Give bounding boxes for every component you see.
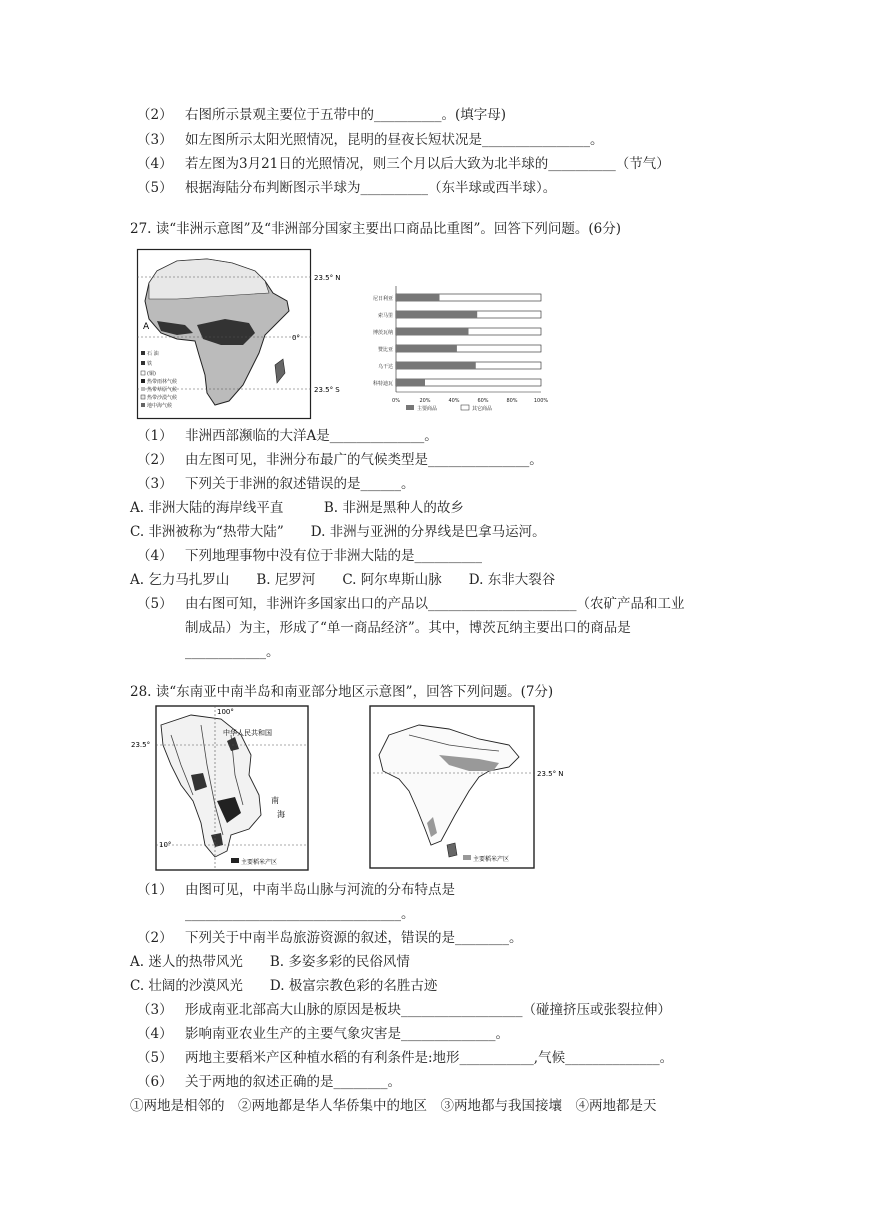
lat-bottom-label: 10° <box>159 841 172 849</box>
q28-item-5 <box>137 1049 673 1067</box>
q28-options-line: ①两地是相邻的 ②两地都是华人华侨集中的地区 ③两地都与我国接壤 ④两地都是天 <box>130 1098 657 1114</box>
south-asia-map <box>369 705 574 870</box>
legend-2: (铜) <box>147 371 156 377</box>
x-tick-label: 80% <box>506 398 518 404</box>
sea-label: 南 <box>271 796 279 805</box>
q28-item-1 <box>137 881 455 899</box>
item-text: 右图所示景观主要位于五带中的__________。(填字母) <box>185 107 507 123</box>
item-text: 若左图为3月21日的光照情况，则三个月以后大致为北半球的__________（节气） <box>185 156 670 172</box>
rice-legend: 主要稻米产区 <box>241 859 278 866</box>
q26-item-4 <box>137 155 670 173</box>
export-bar-chart <box>356 282 561 412</box>
x-tick-label: 0% <box>392 398 400 404</box>
lat-south-label: 23.5° S <box>314 386 340 394</box>
item-number: （2） <box>137 930 173 946</box>
sea-label-2: 海 <box>277 810 285 819</box>
item-text: 关于两地的叙述正确的是________。 <box>185 1074 401 1090</box>
legend-1: 铁 <box>147 361 153 367</box>
item-number: （1） <box>137 882 173 898</box>
item-text: 非洲西部濒临的大洋A是______________。 <box>185 428 438 444</box>
q28-item-4 <box>137 1025 509 1043</box>
item-text: 由左图可见，非洲分布最广的气候类型是_______________。 <box>185 452 543 468</box>
category-label: 乌干达 <box>377 364 393 370</box>
x-tick-label: 20% <box>419 398 431 404</box>
ocean-a-label: A <box>143 322 150 332</box>
lat-top-label: 23.5° <box>131 741 151 749</box>
x-tick-label: 100% <box>533 398 549 404</box>
item-number: （2） <box>137 452 173 468</box>
q27-item-3 <box>137 475 415 493</box>
category-label: 尼日利亚 <box>372 296 393 302</box>
q27-item-2 <box>137 451 543 469</box>
q28-item-1-blank: ________________________________。 <box>185 906 415 922</box>
item-number: （5） <box>137 596 173 612</box>
bar-main <box>396 311 477 318</box>
rice-legend: 主要稻米产区 <box>473 856 510 863</box>
legend-5: 热带雨林气候 <box>147 379 178 385</box>
item-number: （5） <box>137 180 173 196</box>
item-number: （6） <box>137 1074 173 1090</box>
q27-item-5 <box>137 595 685 613</box>
lat-label: 23.5° N <box>537 770 564 778</box>
lon-label: 100° <box>217 708 234 716</box>
item-text: 下列关于中南半岛旅游资源的叙述，错误的是________。 <box>185 930 523 946</box>
item-number: （3） <box>137 1002 173 1018</box>
item-text: 形成南亚北部高大山脉的原因是板块__________________（碰撞挤压或张裂拉伸） <box>185 1002 671 1018</box>
legend-8: 地中海气候 <box>147 403 173 409</box>
q27-choice-line-3: A. 乞力马扎罗山 B. 尼罗河 C. 阿尔卑斯山脉 D. 东非大裂谷 <box>130 572 556 588</box>
q27-choice-line-2: C. 非洲被称为“热带大陆” D. 非洲与亚洲的分界线是巴拿马运河。 <box>130 524 546 540</box>
lat-north-label: 23.5° N <box>314 274 341 282</box>
item-number: （4） <box>137 548 173 564</box>
item-number: （3） <box>137 476 173 492</box>
bar-main <box>396 294 440 301</box>
q28-choice-line-1: A. 迷人的热带风光 B. 多姿多彩的民俗风情 <box>130 954 410 970</box>
category-label: 博茨瓦纳 <box>372 330 393 336</box>
q28-choice-line-2: C. 壮阔的沙漠风光 D. 极富宗教色彩的名胜古迹 <box>130 978 438 994</box>
category-label: 科特迪瓦 <box>372 381 393 387</box>
q27-item-5-line-3: ____________。 <box>185 644 280 660</box>
category-label: 赞比亚 <box>377 347 393 353</box>
item-number: （4） <box>137 156 173 172</box>
q26-item-2 <box>137 106 506 124</box>
item-number: （2） <box>137 107 173 123</box>
item-number: （3） <box>137 132 173 148</box>
q28-item-2 <box>137 929 523 947</box>
bar-main <box>396 362 476 369</box>
q28-item-3 <box>137 1001 671 1019</box>
item-text: 如左图所示太阳光照情况，昆明的昼夜长短状况是________________。 <box>185 132 604 148</box>
bar-main <box>396 328 469 335</box>
q26-item-3 <box>137 131 604 149</box>
lat-equator-label: 0° <box>292 334 300 342</box>
indochina-map <box>131 705 311 875</box>
legend-7: 热带沙漠气候 <box>147 395 178 401</box>
q27-item-1 <box>137 427 438 445</box>
q27-item-5-line-2: 制成品）为主，形成了“单一商品经济”。其中，博茨瓦纳主要出口的商品是 <box>185 620 631 636</box>
q26-item-5 <box>137 179 556 197</box>
legend-0: 石 油 <box>147 351 159 357</box>
category-label: 索马里 <box>377 313 393 319</box>
legend-other-label: 其它商品 <box>472 406 493 412</box>
bar-main <box>396 345 457 352</box>
q27-title: 27. 读“非洲示意图”及“非洲部分国家主要出口商品比重图”。回答下列问题。(6分) <box>130 221 621 237</box>
item-text: 下列地理事物中没有位于非洲大陆的是__________ <box>185 548 482 564</box>
legend-swatch-main <box>406 405 414 410</box>
item-text: 两地主要稻米产区种植水稻的有利条件是:地形___________,气候______________。 <box>185 1050 674 1066</box>
item-text: 下列关于非洲的叙述错误的是______。 <box>185 476 415 492</box>
item-text: 由右图可知，非洲许多国家出口的产品以______________________（农矿产品和工业 <box>185 596 685 612</box>
q28-item-6 <box>137 1073 401 1091</box>
x-tick-label: 60% <box>477 398 489 404</box>
item-text: 影响南亚农业生产的主要气象灾害是______________。 <box>185 1026 509 1042</box>
item-number: （5） <box>137 1050 173 1066</box>
item-number: （1） <box>137 428 173 444</box>
q27-item-4 <box>137 547 482 565</box>
q27-choice-line-1: A. 非洲大陆的海岸线平直 B. 非洲是黑种人的故乡 <box>130 500 464 516</box>
item-text: 根据海陆分布判断图示半球为__________（东半球或西半球）。 <box>185 180 557 196</box>
africa-map <box>137 249 341 419</box>
country-label: 中华人民共和国 <box>223 729 272 737</box>
bar-main <box>396 379 425 386</box>
legend-main-label: 主要商品 <box>417 406 438 412</box>
item-text: 由图可见，中南半岛山脉与河流的分布特点是 <box>185 882 455 898</box>
legend-swatch-other <box>461 405 469 410</box>
legend-6: 热带草原气候 <box>147 387 178 393</box>
item-number: （4） <box>137 1026 173 1042</box>
q28-title: 28. 读“东南亚中南半岛和南亚部分地区示意图”，回答下列问题。(7分) <box>130 684 554 700</box>
x-tick-label: 40% <box>448 398 460 404</box>
